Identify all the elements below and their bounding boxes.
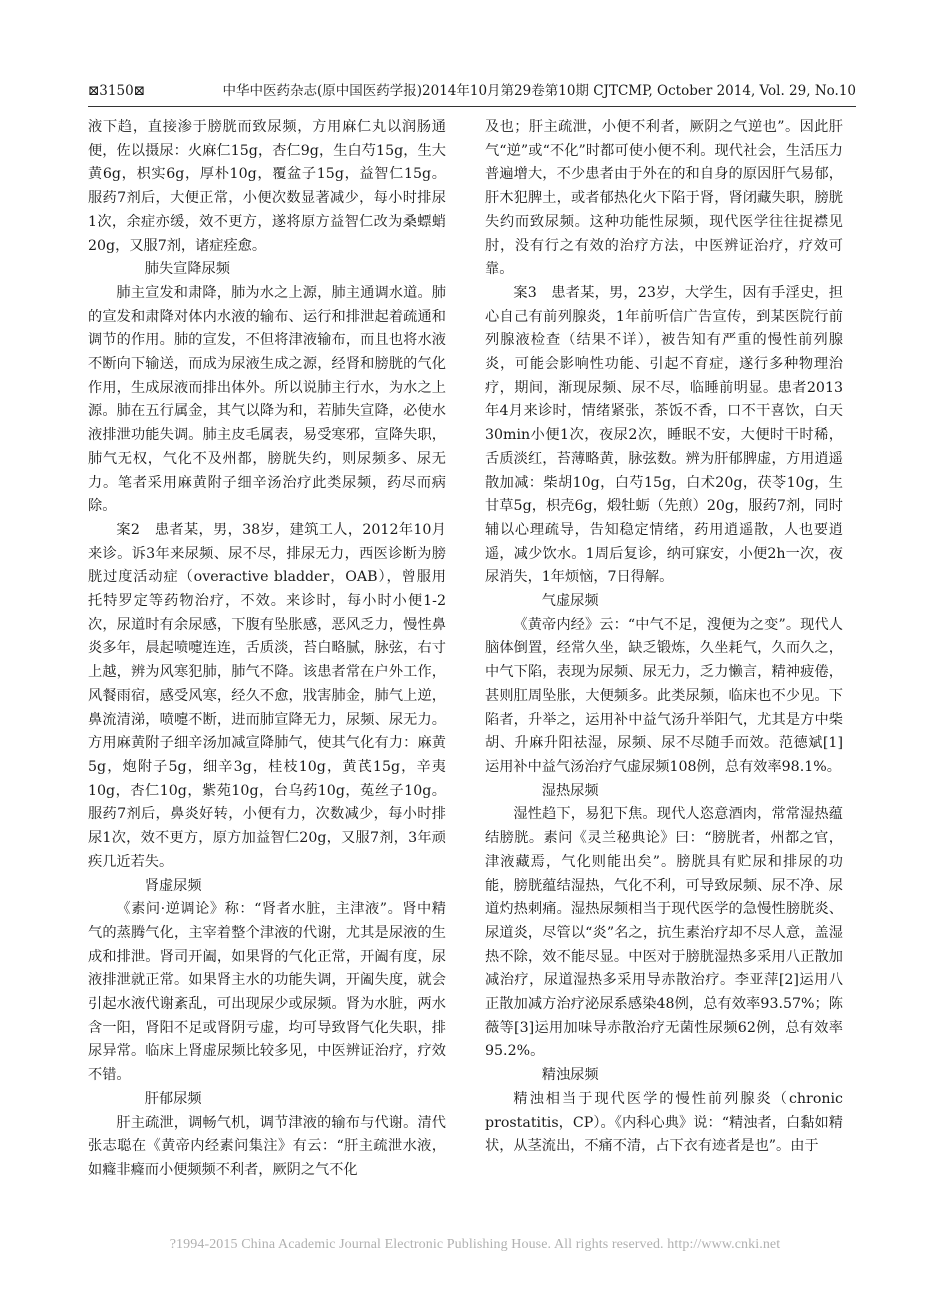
- journal-citation: 中华中医药杂志(原中国医药学报)2014年10月第29卷第10期 CJTCMP, October 2014, Vol. 29, No.10: [222, 83, 856, 99]
- left-column: [88, 116, 446, 1206]
- body-paragraph: 《素问·逆调论》称：“肾者水脏，主津液”。肾中精气的蒸腾气化，主宰着整个津液的代谢，尤其是尿液的生成和排泄。肾司开阖，如果肾的气化正常，开阖有度，尿液排泄就正常。如果肾主水的功能失调，开阖失度，就会引起水液代谢紊乱，可出现尿少或尿频。肾为水脏，两水含一阳，肾阳不足或肾阴亏虚，均可导致肾气化失职，排尿异常。临床上肾虚尿频比较多见，中医辨证治疗，疗效不错。: [88, 901, 446, 1084]
- body-paragraph: 精浊相当于现代医学的慢性前列腺炎（chronic prostatitis，CP）。《内科心典》说：“精浊者，白黏如精状，从茎流出，不痛不清，占下衣有迹者是也”。由于: [485, 1090, 843, 1155]
- section-subheading: 湿热尿频: [541, 782, 599, 799]
- section-subheading: 肾虚尿频: [144, 877, 202, 894]
- continued-paragraph: 液下趋，直接渗于膀胱而致尿频，方用麻仁丸以润肠通便，佐以摄尿：火麻仁15g，杏仁9g，生白芍15g，生大黄6g，枳实6g，厚朴10g，覆盆子15g，益智仁15g。服药7剂后，大便正常，小便次数显著减少，每小时排尿1次，余症亦缓，效不更方，遂将原方益智仁改为桑螵蛸20g，又服7剂，诸症痊愈。: [88, 119, 446, 254]
- copyright-footer: ?1994-2015 China Academic Journal Electronic Publishing House. All rights reserved. http://www.cnki.net: [169, 1237, 781, 1252]
- section-subheading: 精浊尿频: [541, 1067, 599, 1084]
- body-paragraph: 肝主疏泄，调畅气机，调节津液的输布与代谢。清代张志聪在《黄帝内经素问集注》有云：“肝主疏泄水液，如癃非癃而小便频频不利者，厥阴之气不化: [88, 1114, 446, 1178]
- section-subheading: 肺失宣降尿频: [144, 261, 230, 278]
- body-paragraph: 案3 患者某，男，23岁，大学生，因有手淫史，担心自己有前列腺炎，1年前听信广告宣传，到某医院行前列腺液检查（结果不详），被告知有严重的慢性前列腺炎，可能会影响性功能、引起不育症，遂行多种物理治疗，期间，渐现尿频、尿不尽，临睡前明显。患者2013年4月来诊时，情绪紧张，茶饭不香，口不干喜饮，白天30min小便1次，夜尿2次，睡眠不安，大便时干时稀，舌质淡红，苔薄略黄，脉弦数。辨为肝郁脾虚，方用逍遥散加减：柴胡10g，白芍15g，白术20g，茯苓10g，生甘草5g，枳壳6g，煅牡蛎（先煎）20g，服药7剂，同时辅以心理疏导，告知稳定情绪，药用逍遥散，人也要逍遥，减少饮水。1周后复诊，纳可寐安，小便2h一次，夜尿消失，1年烦恼，7日得解。: [485, 284, 843, 586]
- section-subheading: 气虚尿频: [541, 593, 599, 610]
- section-subheading: 肝郁尿频: [144, 1090, 202, 1107]
- body-paragraph: 湿性趋下，易犯下焦。现代人恣意酒肉，常常湿热蕴结膀胱。素问《灵兰秘典论》曰：“膀胱者，州都之官，津液藏焉，气化则能出矣”。膀胱具有贮尿和排尿的功能，膀胱蕴结湿热，气化不利，可导致尿频、尿不净、尿道灼热刺痛。湿热尿频相当于现代医学的急慢性膀胱炎、尿道炎，尽管以“炎”名之，抗生素治疗却不尽人意，盖湿热不除，效不能尽显。中医对于膀胱湿热多采用八正散加减治疗，尿道湿热多采用导赤散治疗。李亚萍[2]运用八正散加减方治疗泌尿系感染48例，总有效率93.57%；陈薇等[3]运用加味导赤散治疗无菌性尿频62例，总有效率95.2%。: [485, 806, 843, 1060]
- header-rule: [88, 106, 856, 107]
- page-number: ⊠3150⊠: [88, 83, 145, 99]
- running-header: [88, 80, 856, 102]
- body-paragraph: 案2 患者某，男，38岁，建筑工人，2012年10月来诊。诉3年来尿频、尿不尽，排尿无力，西医诊断为膀胱过度活动症（overactive bladder，OAB），曾服用托特罗定等药物治疗，不效。来诊时，每小时小便1-2次，尿道时有余尿感，下腹有坠胀感，恶风乏力，慢性鼻炎多年，晨起喷嚏连连，舌质淡，苔白略腻，脉弦，右寸上越，辨为风寒犯肺，肺气不降。该患者常在户外工作，风餐雨宿，感受风寒，经久不愈，戕害肺金，肺气上逆，鼻流清涕，喷嚏不断，进而肺宣降无力，尿频、尿无力。方用麻黄附子细辛汤加减宣降肺气，使其气化有力：麻黄5g，炮附子5g，细辛3g，桂枝10g，黄芪15g，辛夷10g，杏仁10g，紫苑10g，台乌药10g，菟丝子10g。服药7剂后，鼻炎好转，小便有力，次数减少，每小时排尿1次，效不更方，原方加益智仁20g，又服7剂，3年顽疾几近若失。: [88, 521, 446, 870]
- body-paragraph: 肺主宣发和肃降，肺为水之上源，肺主通调水道。肺的宣发和肃降对体内水液的输布、运行和排泄起着疏通和调节的作用。肺的宣发，不但将津液输布，而且也将水液不断向下输送，而成为尿液生成之源，经肾和膀胱的气化作用，生成尿液而排出体外。所以说肺主行水，为水之上源。肺在五行属金，其气以降为和，若肺失宣降，必使水液排泄功能失调。肺主皮毛属表，易受寒邪，宣降失职，肺气无权，气化不及州都，膀胱失约，则尿频多、尿无力。笔者采用麻黄附子细辛汤治疗此类尿频，药尽而病除。: [88, 284, 446, 515]
- body-paragraph: 《黄帝内经》云：“中气不足，溲便为之变”。现代人脑体倒置，经常久坐，缺乏锻炼，久坐耗气，久而久之，中气下陷，表现为尿频、尿无力，乏力懒言，精神疲倦，甚则肛周坠胀，大便频多。此类尿频，临床也不少见。下陷者，升举之，运用补中益气汤升举阳气，尤其是方中柴胡、升麻升阳祛湿，尿频、尿不尽随手而效。范德斌[1]运用补中益气汤治疗气虚尿频108例，总有效率98.1%。: [485, 616, 843, 775]
- continued-paragraph: 及也；肝主疏泄，小便不利者，厥阴之气逆也”。因此肝气“逆”或“不化”时都可使小便不利。现代社会，生活压力普遍增大，不少患者由于外在的和自身的原因肝气易郁，肝木犯脾土，或者郁热化火下陷于肾，肾闭藏失职，膀胱失约而致尿频。这种功能性尿频，现代医学往往捉襟见肘，没有行之有效的治疗方法，中医辨证治疗，疗效可靠。: [485, 119, 843, 278]
- right-column: [485, 116, 843, 1206]
